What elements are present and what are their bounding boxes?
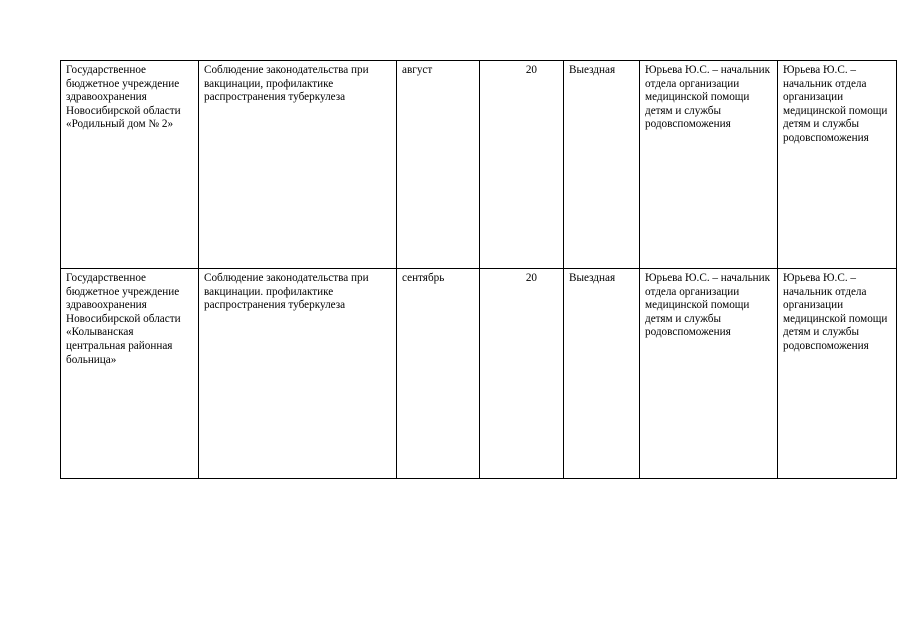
days-cell: 20: [480, 269, 564, 479]
organization-cell: Государственное бюджетное учреждение здравоохранения Новосибирской области «Колыванская центральная районная больница»: [61, 269, 199, 479]
responsible-cell: Юрьева Ю.С. – начальник отдела организации медицинской помощи детям и службы родовспоможения: [640, 269, 778, 479]
table-row: [61, 269, 897, 479]
subject-cell: Соблюдение законодательства при вакцинации. профилактике распространения туберкулеза: [199, 269, 397, 479]
table-row: [61, 61, 897, 269]
month-cell: август: [397, 61, 480, 269]
executor-cell: Юрьева Ю.С. – начальник отдела организации медицинской помощи детям и службы родовспоможения: [778, 61, 897, 269]
inspection-type-cell: Выездная: [564, 61, 640, 269]
subject-cell: Соблюдение законодательства при вакцинации, профилактике распространения туберкулеза: [199, 61, 397, 269]
executor-cell: Юрьева Ю.С. – начальник отдела организации медицинской помощи детям и службы родовспоможения: [778, 269, 897, 479]
days-cell: 20: [480, 61, 564, 269]
inspection-type-cell: Выездная: [564, 269, 640, 479]
organization-cell: Государственное бюджетное учреждение здравоохранения Новосибирской области «Родильный дом № 2»: [61, 61, 199, 269]
inspection-plan-table: [60, 60, 897, 479]
responsible-cell: Юрьева Ю.С. – начальник отдела организации медицинской помощи детям и службы родовспоможения: [640, 61, 778, 269]
month-cell: сентябрь: [397, 269, 480, 479]
